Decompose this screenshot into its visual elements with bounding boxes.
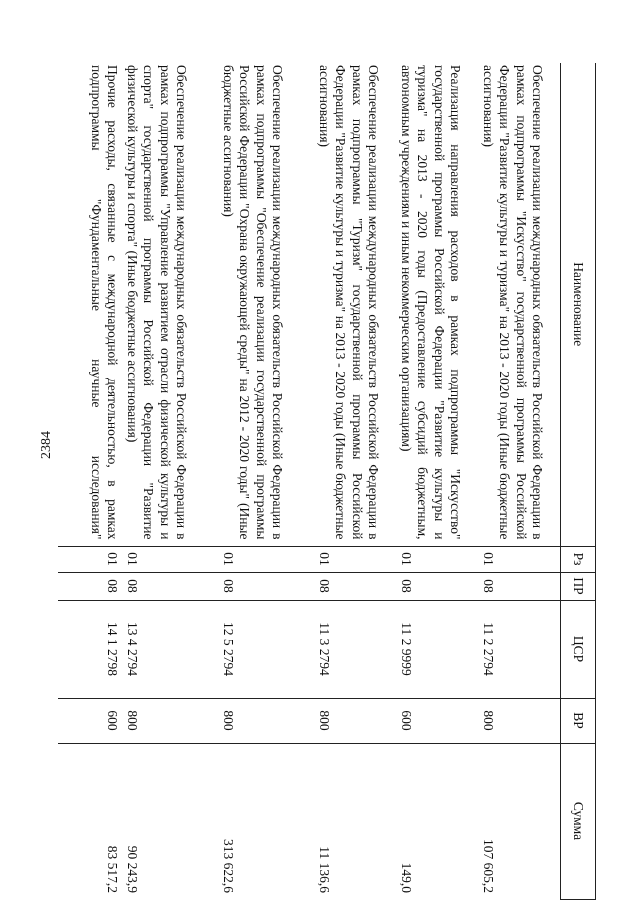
table-row (478, 63, 561, 899)
row-vr: 800 (314, 698, 396, 743)
row-name: Прочие расходы, связанные с международной деятельностью, в рамках подпрограммы "Фундаментальные научные исследования" (88, 65, 120, 540)
row-csr: 14 1 2798 (58, 600, 122, 698)
header-sum: Сумма (561, 743, 596, 899)
row-vr: 800 (218, 698, 314, 743)
table-row (58, 63, 122, 899)
row-pr: 08 (396, 572, 478, 600)
header-name: Наименование (561, 63, 596, 546)
table-row (218, 63, 314, 899)
table-row (122, 63, 218, 899)
row-rz: 01 (478, 546, 561, 572)
row-csr: 11 3 2794 (314, 600, 396, 698)
budget-table (58, 63, 596, 900)
row-sum: 149,0 (396, 743, 478, 899)
row-name: Обеспечение реализации международных обязательств Российской Федерации в рамках подпрограммы "Обеспечение реализации государственной программы Российской Федерации "Охрана окружающей среды" на 2012 - 2020 годы" (Иные бюджетные ассигнования) (221, 65, 285, 540)
row-pr: 08 (218, 572, 314, 600)
row-sum: 90 243,9 (122, 743, 218, 899)
row-csr: 11 2 2794 (478, 600, 561, 698)
header-csr: ЦСР (561, 600, 596, 698)
header-pr: ПР (561, 572, 596, 600)
row-rz: 01 (396, 546, 478, 572)
row-name: Обеспечение реализации международных обязательств Российской Федерации в рамках подпрограммы "Туризм" государственной программы Российской Федерации "Развитие культуры и туризма" на 2013 - 2020 годы (Иные бюджетные ассигнования) (317, 65, 381, 540)
row-pr: 08 (478, 572, 561, 600)
header-vr: ВР (561, 698, 596, 743)
table-row (396, 63, 478, 899)
row-sum: 83 517,2 (58, 743, 122, 899)
row-sum: 313 622,6 (218, 743, 314, 899)
header-rz: Рз (561, 546, 596, 572)
row-rz: 01 (58, 546, 122, 572)
row-vr: 800 (122, 698, 218, 743)
row-vr: 600 (396, 698, 478, 743)
row-rz: 01 (218, 546, 314, 572)
row-rz: 01 (122, 546, 218, 572)
row-csr: 13 4 2794 (122, 600, 218, 698)
row-vr: 600 (58, 698, 122, 743)
row-pr: 08 (58, 572, 122, 600)
rotated-table-container (66, 63, 596, 899)
row-name: Реализация направления расходов в рамках подпрограммы "Искусство" государственной программы Российской Федерации "Развитие культуры и туризма" на 2013 - 2020 годы (Предоставление субсидий бюджетным, автономным учреждениям и иным некоммерческим организациям) (399, 65, 463, 540)
row-sum: 11 136,6 (314, 743, 396, 899)
row-pr: 08 (122, 572, 218, 600)
row-rz: 01 (314, 546, 396, 572)
table-header (561, 63, 596, 899)
table-row (314, 63, 396, 899)
row-pr: 08 (314, 572, 396, 600)
row-name: Обеспечение реализации международных обязательств Российской Федерации в рамках подпрограммы "Искусство" государственной программы Российской Федерации "Развитие культуры и туризма" на 2013 - 2020 годы (Иные бюджетные ассигнования) (481, 65, 545, 540)
row-sum: 107 605,2 (478, 743, 561, 899)
row-vr: 800 (478, 698, 561, 743)
row-csr: 12 5 2794 (218, 600, 314, 698)
page-number: 2384 (39, 431, 54, 459)
row-name: Обеспечение реализации международных обязательств Российской Федерации в рамках подпрограммы "Управление развитием отрасли физической культуры и спорта" государственной программы Российской Федерации "Развитие физической культуры и спорта" (Иные бюджетные ассигнования) (125, 65, 189, 540)
row-csr: 11 2 9999 (396, 600, 478, 698)
